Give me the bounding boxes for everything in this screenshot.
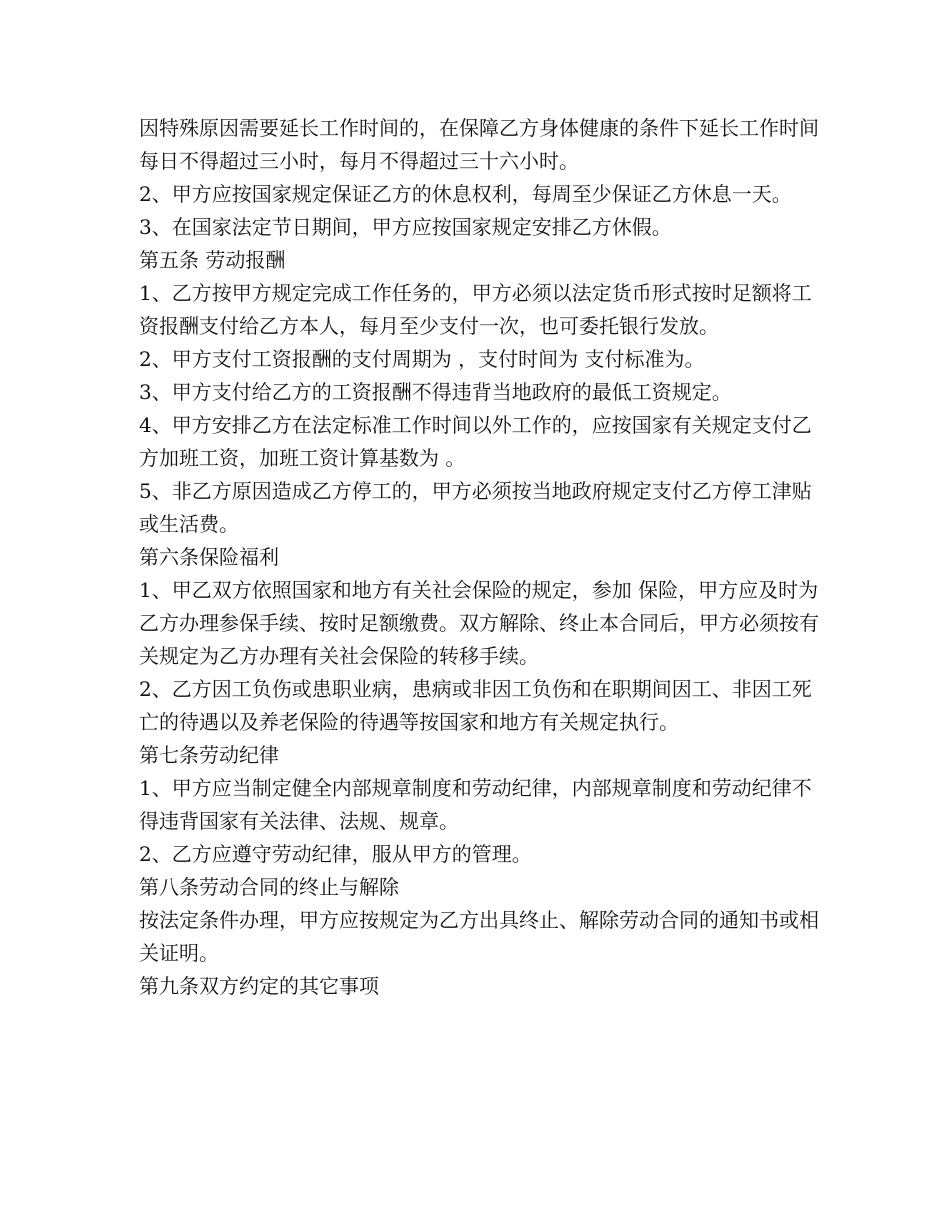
heading-article-5: 第五条 劳动报酬 <box>139 248 286 272</box>
document-body <box>139 112 819 1003</box>
paragraph-rest-rights: 2、甲方应按国家规定保证乙方的休息权利，每周至少保证乙方休息一天。 <box>139 182 792 206</box>
paragraph-work-stoppage: 5、非乙方原因造成乙方停工的，甲方必须按当地政府规定支付乙方停工津贴或生活费。 <box>139 479 812 536</box>
paragraph-injury-benefits: 2、乙方因工负伤或患职业病，患病或非因工负伤和在职期间因工、非因工死亡的待遇以及养老保险的待遇等按国家和地方有关规定执行。 <box>139 677 812 734</box>
paragraph-rules-discipline: 1、甲方应当制定健全内部规章制度和劳动纪律，内部规章制度和劳动纪律不得违背国家有关法律、法规、规章。 <box>139 776 812 833</box>
heading-article-7: 第七条劳动纪律 <box>139 743 279 767</box>
paragraph-overtime-limit: 因特殊原因需要延长工作时间的，在保障乙方身体健康的条件下延长工作时间每日不得超过三小时，每月不得超过三十六小时。 <box>139 116 819 173</box>
heading-article-8: 第八条劳动合同的终止与解除 <box>139 875 399 899</box>
paragraph-overtime-pay: 4、甲方安排乙方在法定标准工作时间以外工作的，应按国家有关规定支付乙方加班工资，加班工资计算基数为 。 <box>139 413 812 470</box>
heading-article-9: 第九条双方约定的其它事项 <box>139 974 379 998</box>
paragraph-holidays: 3、在国家法定节日期间，甲方应按国家规定安排乙方休假。 <box>139 215 672 239</box>
paragraph-social-insurance: 1、甲乙双方依照国家和地方有关社会保险的规定，参加 保险，甲方应及时为乙方办理参保手续、按时足额缴费。双方解除、终止本合同后，甲方必须按有关规定为乙方办理有关社会保险的转移手续。 <box>139 578 819 668</box>
paragraph-minimum-wage: 3、甲方支付给乙方的工资报酬不得违背当地政府的最低工资规定。 <box>139 380 732 404</box>
heading-article-6: 第六条保险福利 <box>139 545 279 569</box>
paragraph-wage-payment: 1、乙方按甲方规定完成工作任务的，甲方必须以法定货币形式按时足额将工资报酬支付给乙方本人，每月至少支付一次，也可委托银行发放。 <box>139 281 812 338</box>
paragraph-obey-discipline: 2、乙方应遵守劳动纪律，服从甲方的管理。 <box>139 842 532 866</box>
paragraph-pay-period: 2、甲方支付工资报酬的支付周期为 ，支付时间为 支付标准为。 <box>139 347 705 371</box>
paragraph-termination: 按法定条件办理，甲方应按规定为乙方出具终止、解除劳动合同的通知书或相关证明。 <box>139 908 819 965</box>
